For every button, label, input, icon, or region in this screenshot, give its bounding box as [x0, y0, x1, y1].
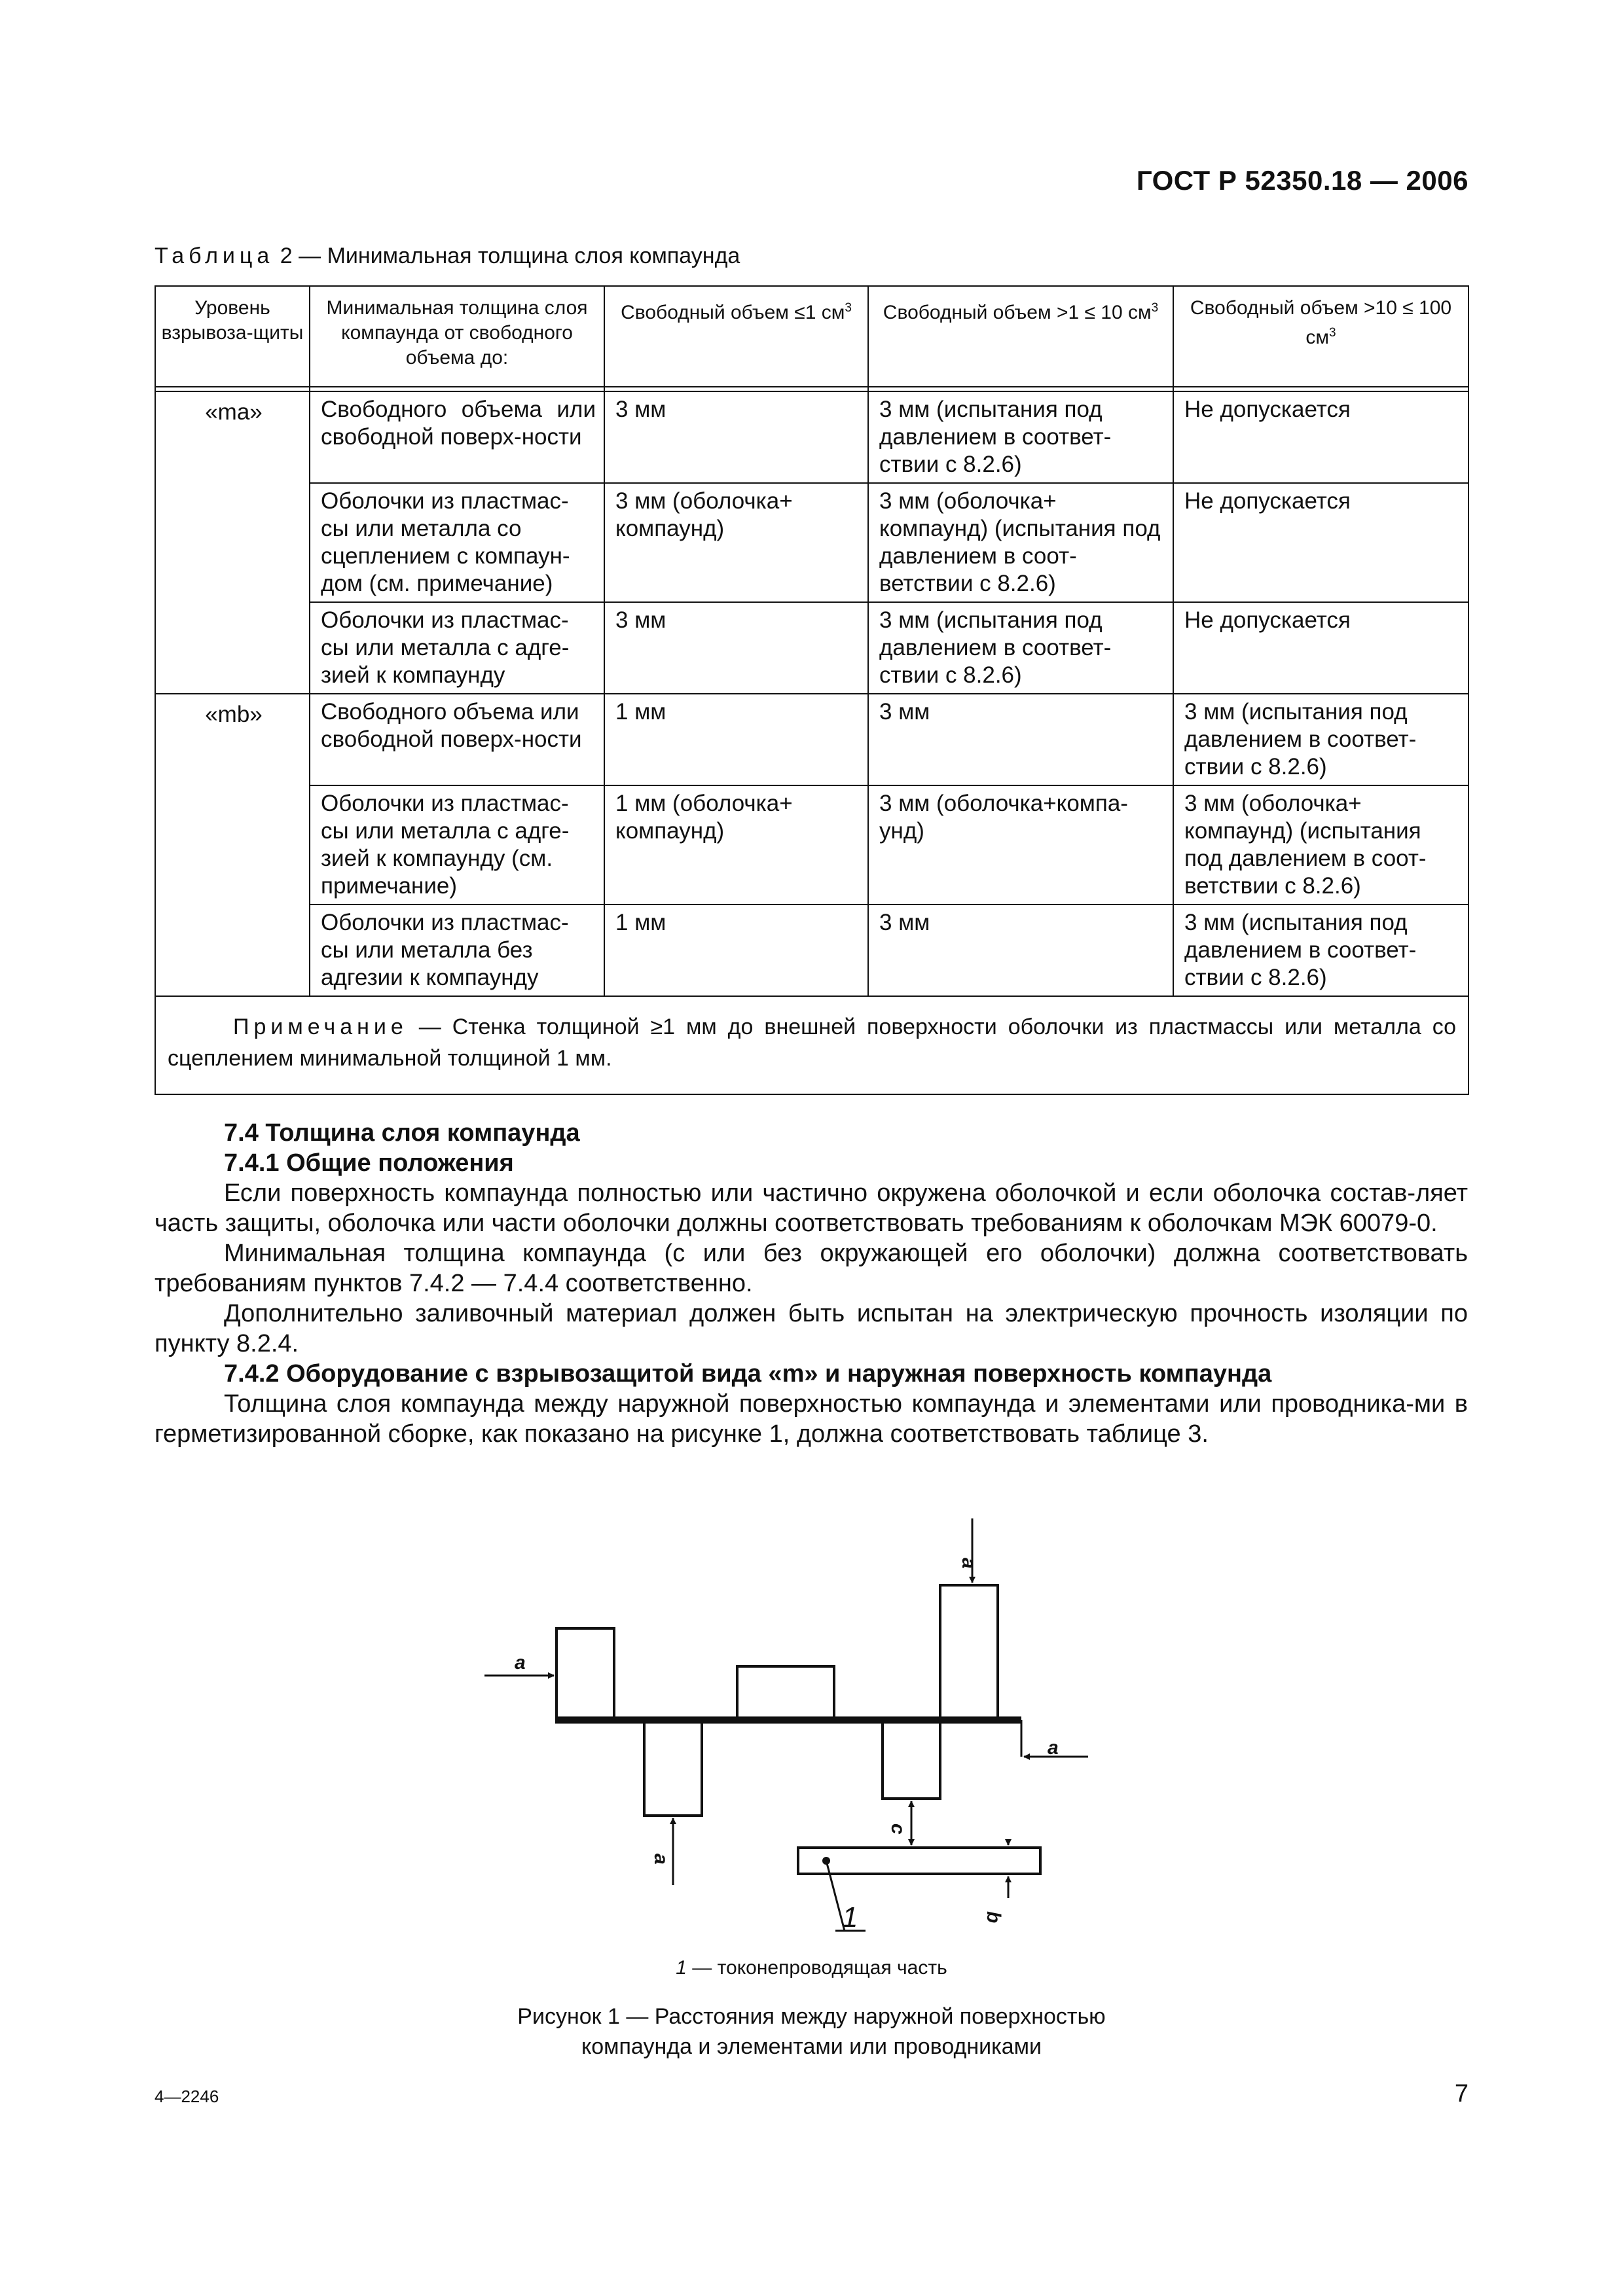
dimension-label-b: b — [983, 1911, 1004, 1924]
table-cell: Свободного объема или свободной поверх-ности — [310, 694, 604, 785]
table-cell: 3 мм — [868, 694, 1173, 785]
level-cell: «mb» — [155, 694, 310, 996]
legend-number: 1 — [676, 1957, 687, 1979]
dimension-label-a: a — [958, 1558, 979, 1569]
paragraph: Дополнительно заливочный материал должен быть испытан на электрическую прочность изоляции по пункту 8.2.4. — [155, 1300, 1468, 1357]
table-cell: Оболочки из пластмас-сы или металла с адге-зией к компаунду — [310, 602, 604, 694]
table-cell: Не допускается — [1173, 602, 1468, 694]
table-cell: 3 мм (испытания под давлением в соответ-ствии с 8.2.6) — [868, 602, 1173, 694]
note-word: Примечание — [233, 1014, 408, 1039]
table-cell: 1 мм — [604, 694, 868, 785]
component-rect — [737, 1666, 834, 1720]
table-cell: 3 мм (оболочка+ компаунд) (испытания под давлением в соот-ветствии с 8.2.6) — [1173, 785, 1468, 905]
part-number-label: 1 — [842, 1901, 858, 1933]
dimension-label-c: c — [887, 1823, 909, 1835]
section-heading: 7.4 Толщина слоя компаунда — [224, 1119, 580, 1147]
caption-line: Рисунок 1 — Расстояния между наружной поверхностью — [517, 2004, 1106, 2029]
non-conductive-part — [798, 1848, 1040, 1874]
table-cell: Не допускается — [1173, 483, 1468, 602]
table-cell: 1 мм — [604, 905, 868, 996]
level-cell: «ma» — [155, 391, 310, 694]
table-caption-title: 2 — Минимальная толщина слоя компаунда — [280, 243, 740, 268]
table-cell: Оболочки из пластмас-сы или металла без адгезии к компаунду — [310, 905, 604, 996]
component-rect — [644, 1720, 702, 1816]
table-cell: 3 мм (испытания под давлением в соответ-ствии с 8.2.6) — [1173, 905, 1468, 996]
document-code: ГОСТ Р 52350.18 — 2006 — [1136, 165, 1468, 196]
header-level: Уровень взрывоза-щиты — [155, 286, 310, 387]
dimension-label-a: a — [515, 1652, 526, 1674]
table-cell: 3 мм — [604, 391, 868, 483]
table-cell: Оболочки из пластмас-сы или металла с адге-зией к компаунду (см. примечание) — [310, 785, 604, 905]
subsection-heading: 7.4.2 Оборудование с взрывозащитой вида «m» и наружная поверхность компаунда — [224, 1360, 1272, 1388]
paragraph: Минимальная толщина компаунда (с или без окружающей его оболочки) должна соответствовать требованиям пунктов 7.4.2 — 7.4.4 соответственно. — [155, 1240, 1468, 1297]
header-min-thickness: Минимальная толщина слоя компаунда от свободного объема до: — [310, 286, 604, 387]
table-cell: 3 мм (оболочка+ компаунд) — [604, 483, 868, 602]
table-cell: Не допускается — [1173, 391, 1468, 483]
table-cell: 3 мм — [868, 905, 1173, 996]
component-rect — [556, 1628, 614, 1720]
table-cell: 3 мм (испытания под давлением в соответ-ствии с 8.2.6) — [868, 391, 1173, 483]
component-rect — [883, 1720, 940, 1799]
paragraph: Если поверхность компаунда полностью или частично окружена оболочкой и если оболочка состав-ляет часть защиты, оболочка или части оболочки должны соответствовать требованиям к оболочкам МЭК 60079-0. — [155, 1179, 1468, 1237]
figure-legend — [0, 1957, 1623, 1979]
paragraph: Толщина слоя компаунда между наружной поверхностью компаунда и элементами или проводника-ми в герметизированной сборке, как показано на рисунке 1, должна соответствовать таблице 3. — [155, 1390, 1468, 1448]
table-cell: 3 мм (оболочка+ компаунд) (испытания под давлением в соот-ветствии с 8.2.6) — [868, 483, 1173, 602]
component-rect — [940, 1585, 998, 1720]
caption-line: компаунда и элементами или проводниками — [581, 2034, 1042, 2059]
table-cell: Оболочки из пластмас-сы или металла со сцеплением с компаун-дом (см. примечание) — [310, 483, 604, 602]
legend-text: — токонепроводящая часть — [692, 1957, 947, 1979]
table-caption-word: Таблица — [155, 243, 274, 268]
table-cell: 3 мм (испытания под давлением в соответ-ствии с 8.2.6) — [1173, 694, 1468, 785]
page-number: 7 — [1454, 2080, 1468, 2108]
footer-code: 4—2246 — [155, 2087, 219, 2106]
table-cell: 3 мм — [604, 602, 868, 694]
leader-dot — [822, 1857, 830, 1865]
subsection-heading: 7.4.1 Общие положения — [224, 1149, 514, 1177]
table-cell: 1 мм (оболочка+ компаунд) — [604, 785, 868, 905]
header-volume-100: Свободный объем >10 ≤ 100 $см^3$ — [1173, 286, 1468, 387]
table-cell: Свободного объема или свободной поверх-ности — [310, 391, 604, 483]
dimension-label-a: a — [650, 1854, 672, 1865]
figure-caption — [0, 2001, 1623, 2062]
header-volume-1: Свободный объем ≤1 $см^3$ — [604, 286, 868, 387]
dimension-label-a: a — [1048, 1737, 1059, 1759]
header-volume-10: Свободный объем >1 ≤ 10 $см^3$ — [868, 286, 1173, 387]
table-cell: 3 мм (оболочка+компа-унд) — [868, 785, 1173, 905]
note-text: — Стенка толщиной ≥1 мм до внешней поверхности оболочки из пластмассы или металла со сцеплением минимальной толщиной 1 мм. — [168, 1014, 1456, 1071]
